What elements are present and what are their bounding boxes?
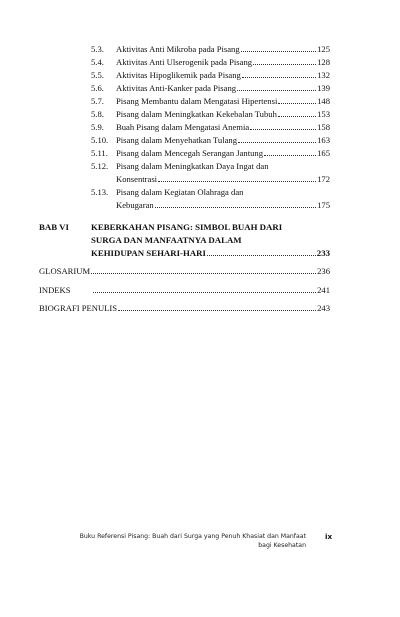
toc-entry-title: Konsentrasi (116, 174, 158, 184)
toc-entry-title: Pisang Membantu dalam Mengatasi Hipertensi (116, 96, 278, 106)
toc-entry (91, 96, 330, 106)
toc-entry-page: 165 (317, 148, 330, 158)
toc-entry (91, 109, 330, 119)
toc-entry-page: 125 (317, 44, 330, 54)
leader-dots (118, 310, 316, 311)
chapter-entry (91, 248, 330, 258)
toc-entry-page: 148 (317, 96, 330, 106)
toc-entry-number: 5.3. (91, 44, 104, 54)
leader-dots (278, 103, 316, 104)
toc-entry-title: Pisang dalam Mencegah Serangan Jantung (116, 148, 264, 158)
toc-entry-title: Aktivitas Hipoglikemik pada Pisang (116, 70, 241, 80)
toc-entry (91, 135, 330, 145)
toc-entry (91, 83, 330, 93)
page-number: ix (325, 532, 333, 541)
toc-entry-number: 5.11. (91, 148, 108, 158)
toc-end-entry-indeks (39, 285, 330, 295)
toc-entry-title: Buah Pisang dalam Mengatasi Anemia (116, 122, 250, 132)
toc-entry-page: 132 (317, 70, 330, 80)
chapter-title-line: SURGA DAN MANFAATNYA DALAM (91, 235, 242, 245)
toc-entry-page: 243 (317, 303, 330, 313)
toc-entry-number: 5.4. (91, 57, 104, 67)
toc-entry-page: 172 (317, 174, 330, 184)
toc-entry-number: 5.5. (91, 70, 104, 80)
toc-entry-number: 5.9. (91, 122, 104, 132)
toc-entry (91, 44, 330, 54)
toc-entry-page: 153 (317, 109, 330, 119)
leader-dots (93, 292, 317, 293)
leader-dots (237, 90, 316, 91)
toc-entry-page: 128 (317, 57, 330, 67)
leader-dots (158, 181, 316, 182)
toc-entry (91, 122, 330, 132)
toc-entry-number: 5.10. (91, 135, 109, 145)
toc-entry-title: Pisang dalam Kegiatan Olahraga dan (116, 187, 244, 197)
footer-book-title: Buku Referensi Pisang: Buah dari Surga yang Penuh Khasiat dan Manfaat (79, 533, 306, 540)
toc-end-entry-biografi (39, 303, 330, 313)
toc-entry-number: 5.6. (91, 83, 104, 93)
toc-entry (91, 148, 330, 158)
toc-entry-title: Aktivitas Anti-Kanker pada Pisang (116, 83, 237, 93)
toc-entry-title: BIOGRAFI PENULIS (39, 303, 118, 313)
chapter-page: 233 (316, 248, 330, 258)
footer-book-title-cont: bagi Kesehatan (258, 542, 306, 549)
toc-entry-title: GLOSARIUM (39, 266, 91, 276)
leader-dots (253, 64, 316, 65)
running-footer (48, 532, 306, 550)
leader-dots (264, 155, 316, 156)
chapter-title-line: KEBERKAHAN PISANG: SIMBOL BUAH DARI (91, 222, 283, 232)
toc-entry-page: 163 (317, 135, 330, 145)
toc-entry-page: 241 (317, 285, 330, 295)
toc-entry-number: 5.7. (91, 96, 104, 106)
toc-entry-page: 236 (317, 266, 330, 276)
toc-end-entry-glosarium (39, 266, 330, 276)
leader-dots (278, 116, 316, 117)
toc-entry-page: 175 (317, 200, 330, 210)
chapter-label: BAB VI (39, 222, 69, 232)
leader-dots (238, 142, 316, 143)
toc-entry-title: INDEKS (39, 285, 71, 295)
toc-entry (91, 57, 330, 67)
toc-entry (91, 70, 330, 80)
toc-entry-title: Kebugaran (116, 200, 154, 210)
toc-entry-page: 139 (317, 83, 330, 93)
toc-entry-continuation (91, 200, 330, 210)
toc-entry (91, 161, 330, 171)
leader-dots (91, 273, 316, 274)
toc-entry-title: Pisang dalam Meningkatkan Kekebalan Tubuh (116, 109, 277, 119)
chapter-title-line: KEHIDUPAN SEHARI-HARI (91, 248, 206, 258)
leader-dots (241, 51, 316, 52)
toc-entry-title: Pisang dalam Meningkatkan Daya Ingat dan (116, 161, 269, 171)
toc-entry-page: 158 (317, 122, 330, 132)
toc-entry-title: Aktivitas Anti Mikroba pada Pisang (116, 44, 240, 54)
leader-dots (242, 77, 316, 78)
toc-entry-number: 5.13. (91, 187, 109, 197)
toc-entry-title: Aktivitas Anti Ulserogenik pada Pisang (116, 57, 253, 67)
toc-entry-number: 5.8. (91, 109, 104, 119)
leader-dots (207, 255, 316, 256)
leader-dots (155, 207, 316, 208)
toc-entry-title: Pisang dalam Menyehatkan Tulang (116, 135, 238, 145)
toc-entry-continuation (91, 174, 330, 184)
leader-dots (250, 129, 316, 130)
toc-entry-number: 5.12. (91, 161, 109, 171)
toc-entry (91, 187, 330, 197)
